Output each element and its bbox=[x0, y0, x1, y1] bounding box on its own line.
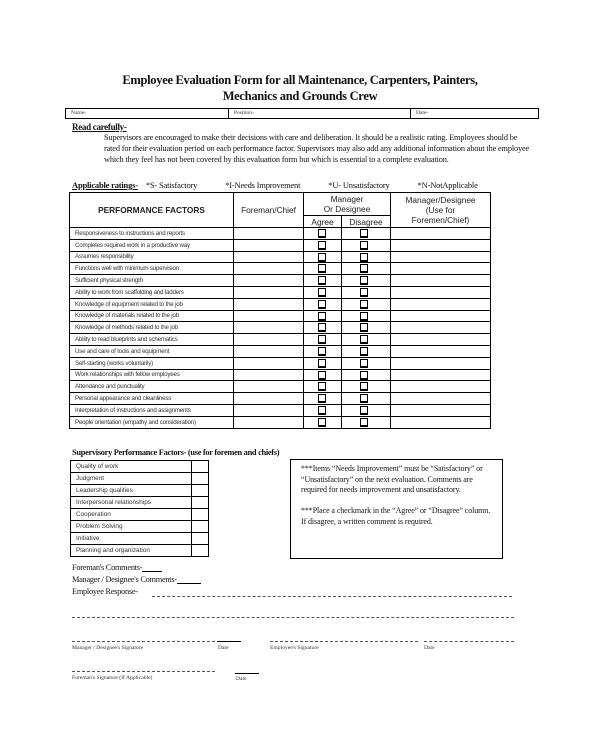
disagree-checkbox[interactable] bbox=[360, 276, 368, 285]
manager-rating-cell[interactable] bbox=[391, 381, 491, 393]
foreman-rating-cell[interactable] bbox=[234, 286, 304, 298]
title-line-1: Employee Evaluation Form for all Maintenance, Carpenters, Painters, bbox=[122, 73, 478, 87]
factor-label: Interpretation of instructions and assignments bbox=[70, 404, 234, 416]
manager-rating-cell[interactable] bbox=[391, 286, 491, 298]
table-row bbox=[70, 334, 491, 346]
form-title bbox=[0, 72, 600, 104]
ratings-legend bbox=[72, 180, 542, 190]
table-row bbox=[71, 521, 209, 533]
disagree-checkbox[interactable] bbox=[360, 394, 368, 403]
disagree-checkbox[interactable] bbox=[360, 359, 368, 368]
supervisory-factor-label: Planning and organization bbox=[71, 545, 192, 557]
foreman-rating-cell[interactable] bbox=[234, 251, 304, 263]
table-row bbox=[70, 228, 491, 240]
foreman-rating-cell[interactable] bbox=[234, 263, 304, 275]
supervisory-factor-label: Problem Solving bbox=[71, 521, 192, 533]
manager-rating-cell[interactable] bbox=[391, 275, 491, 287]
employee-response-line[interactable] bbox=[72, 587, 138, 596]
manager-signature-label: Manager / Designee's Signature bbox=[72, 645, 144, 651]
supervisory-factor-label: Leadership qualities bbox=[71, 485, 192, 497]
supervisory-rating-cell[interactable] bbox=[192, 509, 209, 521]
agree-checkbox[interactable] bbox=[318, 335, 326, 344]
supervisory-factor-label: Judgment bbox=[71, 473, 192, 485]
foreman-rating-cell[interactable] bbox=[234, 357, 304, 369]
date-label-3: Date bbox=[236, 676, 247, 682]
title-line-2: Mechanics and Grounds Crew bbox=[222, 89, 378, 103]
md-header-line1: Manager/Designee bbox=[405, 195, 476, 205]
disagree-checkbox[interactable] bbox=[360, 312, 368, 321]
agree-checkbox[interactable] bbox=[318, 394, 326, 403]
factor-label: Assumes responsibility bbox=[70, 251, 234, 263]
foreman-rating-cell[interactable] bbox=[234, 381, 304, 393]
manager-rating-cell[interactable] bbox=[391, 345, 491, 357]
note-needs-improvement: ***Items “Needs Improvement” must be “Satisfactory” or “Unsatisfactory” on the next evaluation. Comments are required for needs improvement and unsatisfactory. bbox=[301, 464, 483, 495]
disagree-checkbox[interactable] bbox=[360, 241, 368, 250]
foreman-comments-line[interactable] bbox=[72, 563, 162, 572]
supervisory-rating-cell[interactable] bbox=[192, 473, 209, 485]
name-label: Name- bbox=[71, 110, 86, 116]
manager-rating-cell[interactable] bbox=[391, 251, 491, 263]
foreman-rating-cell[interactable] bbox=[234, 404, 304, 416]
disagree-checkbox[interactable] bbox=[360, 406, 368, 415]
disagree-checkbox[interactable] bbox=[360, 288, 368, 297]
agree-checkbox[interactable] bbox=[318, 312, 326, 321]
foreman-rating-cell[interactable] bbox=[234, 369, 304, 381]
manager-signature-field[interactable] bbox=[72, 641, 215, 642]
date-label-2: Date bbox=[424, 645, 435, 651]
table-row bbox=[71, 485, 209, 497]
manager-rating-cell[interactable] bbox=[391, 310, 491, 322]
disagree-checkbox[interactable] bbox=[360, 300, 368, 309]
manager-foremen-header bbox=[391, 193, 491, 228]
table-row bbox=[70, 298, 491, 310]
factor-label: Attendance and punctuality bbox=[70, 381, 234, 393]
table-row bbox=[71, 545, 209, 557]
foreman-signature-label: Foreman's Signature (If Applicable) bbox=[72, 675, 153, 681]
performance-table bbox=[69, 192, 491, 429]
supervisory-factor-label: Interpersonal relationships bbox=[71, 497, 192, 509]
supervisory-rating-cell[interactable] bbox=[192, 461, 209, 473]
rating-unsatisfactory: *U- Unsatisfactory bbox=[328, 180, 390, 190]
disagree-checkbox[interactable] bbox=[360, 371, 368, 380]
agree-checkbox[interactable] bbox=[318, 300, 326, 309]
manager-rating-cell[interactable] bbox=[391, 239, 491, 251]
manager-header-line1: Manager bbox=[330, 194, 364, 204]
agree-checkbox[interactable] bbox=[318, 347, 326, 356]
foreman-comments-label: Foreman's Comments- bbox=[72, 563, 143, 572]
disagree-checkbox[interactable] bbox=[360, 323, 368, 332]
employee-response-field-2[interactable] bbox=[72, 617, 514, 618]
date-label-1: Date bbox=[218, 645, 229, 651]
manager-rating-cell[interactable] bbox=[391, 357, 491, 369]
supervisory-factor-label: Cooperation bbox=[71, 509, 192, 521]
ratings-label: Applicable ratings- bbox=[72, 180, 138, 190]
disagree-header: Disagree bbox=[342, 216, 391, 228]
notes-box bbox=[290, 459, 503, 559]
supervisory-factor-label: Quality of work bbox=[71, 461, 192, 473]
foreman-rating-cell[interactable] bbox=[234, 416, 304, 428]
agree-checkbox[interactable] bbox=[318, 382, 326, 391]
disagree-checkbox[interactable] bbox=[360, 418, 368, 427]
supervisory-rating-cell[interactable] bbox=[192, 545, 209, 557]
agree-checkbox[interactable] bbox=[318, 323, 326, 332]
table-row bbox=[71, 533, 209, 545]
md-header-line2: (Use for bbox=[425, 205, 456, 215]
manager-rating-cell[interactable] bbox=[391, 263, 491, 275]
table-row bbox=[71, 473, 209, 485]
manager-date-field[interactable] bbox=[217, 641, 241, 642]
table-row bbox=[70, 239, 491, 251]
manager-rating-cell[interactable] bbox=[391, 369, 491, 381]
employee-info-row bbox=[65, 108, 539, 119]
manager-rating-cell[interactable] bbox=[391, 393, 491, 405]
supervisory-factor-label: Initiative bbox=[71, 533, 192, 545]
foreman-rating-cell[interactable] bbox=[234, 334, 304, 346]
table-row bbox=[70, 393, 491, 405]
disagree-checkbox[interactable] bbox=[360, 229, 368, 238]
employee-response-label: Employee Response- bbox=[72, 587, 138, 596]
agree-checkbox[interactable] bbox=[318, 241, 326, 250]
rating-not-applicable: *N-NotApplicable bbox=[417, 180, 478, 190]
foreman-signature-field[interactable] bbox=[72, 671, 215, 672]
table-row bbox=[70, 404, 491, 416]
factor-label: Self-starting (works voluntarily) bbox=[70, 357, 234, 369]
manager-comments-label: Manager / Designee's Comments- bbox=[72, 575, 177, 584]
table-row bbox=[70, 263, 491, 275]
supervisory-rating-cell[interactable] bbox=[192, 521, 209, 533]
disagree-checkbox[interactable] bbox=[360, 264, 368, 273]
foreman-rating-cell[interactable] bbox=[234, 239, 304, 251]
factor-label: Sufficient physical strength bbox=[70, 275, 234, 287]
agree-checkbox[interactable] bbox=[318, 288, 326, 297]
instructions-body: Supervisors are encouraged to make their decisions with care and deliberation. It should be a realistic rating. Employees should be rated for their evaluation period on each performance factor. Supervisors may also add any additional information about the employee which they feel has not been covered by this evaluation form but which is essential to a complete evaluation. bbox=[104, 133, 530, 164]
factor-label: Ability to work from scaffolding and ladders bbox=[70, 286, 234, 298]
manager-rating-cell[interactable] bbox=[391, 322, 491, 334]
employee-signature-label: Employee's Signature bbox=[270, 645, 319, 651]
factor-label: Work relationships with fellow employees bbox=[70, 369, 234, 381]
supervisory-rating-cell[interactable] bbox=[192, 533, 209, 545]
table-row bbox=[70, 416, 491, 428]
table-row bbox=[70, 369, 491, 381]
manager-rating-cell[interactable] bbox=[391, 404, 491, 416]
foreman-rating-cell[interactable] bbox=[234, 393, 304, 405]
agree-checkbox[interactable] bbox=[318, 418, 326, 427]
factor-label: Use and care of tools and equipment bbox=[70, 345, 234, 357]
supervisory-rating-cell[interactable] bbox=[192, 485, 209, 497]
supervisory-table bbox=[70, 460, 209, 557]
md-header-line3: Foremen/Chief) bbox=[411, 215, 470, 225]
factor-label: Completes required work in a productive way bbox=[70, 239, 234, 251]
agree-checkbox[interactable] bbox=[318, 229, 326, 238]
agree-checkbox[interactable] bbox=[318, 371, 326, 380]
table-row bbox=[70, 275, 491, 287]
rating-satisfactory: *S- Satisfactory bbox=[145, 180, 198, 190]
manager-rating-cell[interactable] bbox=[391, 298, 491, 310]
disagree-checkbox[interactable] bbox=[360, 335, 368, 344]
factor-label: Ability to read blueprints and schematics bbox=[70, 334, 234, 346]
supervisory-heading: Supervisory Performance Factors- (use for foremen and chiefs) bbox=[72, 448, 280, 457]
foreman-rating-cell[interactable] bbox=[234, 345, 304, 357]
manager-rating-cell[interactable] bbox=[391, 228, 491, 240]
table-row bbox=[70, 357, 491, 369]
foreman-rating-cell[interactable] bbox=[234, 298, 304, 310]
instructions-heading: Read carefully- bbox=[72, 122, 127, 132]
table-row bbox=[70, 381, 491, 393]
agree-checkbox[interactable] bbox=[318, 359, 326, 368]
performance-factors-header: PERFORMANCE FACTORS bbox=[70, 193, 234, 228]
factor-label: Knowledge of materials related to the job bbox=[70, 310, 234, 322]
table-row bbox=[71, 461, 209, 473]
agree-checkbox[interactable] bbox=[318, 406, 326, 415]
agree-checkbox[interactable] bbox=[318, 276, 326, 285]
position-field[interactable] bbox=[229, 109, 411, 118]
table-row bbox=[70, 251, 491, 263]
foreman-chief-header: Foreman/Chief bbox=[234, 193, 304, 228]
agree-checkbox[interactable] bbox=[318, 264, 326, 273]
date-label: Date- bbox=[416, 110, 429, 116]
factor-label: Functions well with minimum supervision bbox=[70, 263, 234, 275]
manager-rating-cell[interactable] bbox=[391, 334, 491, 346]
manager-comments-field[interactable] bbox=[177, 583, 201, 584]
table-row bbox=[71, 497, 209, 509]
foreman-rating-cell[interactable] bbox=[234, 322, 304, 334]
employee-response-field[interactable] bbox=[152, 596, 512, 597]
factor-label: Personal appearance and cleanliness bbox=[70, 393, 234, 405]
disagree-checkbox[interactable] bbox=[360, 382, 368, 391]
table-row bbox=[71, 509, 209, 521]
table-row bbox=[70, 310, 491, 322]
manager-header-line2: Or Designee bbox=[323, 204, 371, 214]
foreman-rating-cell[interactable] bbox=[234, 310, 304, 322]
date-field[interactable] bbox=[411, 109, 538, 118]
foreman-rating-cell[interactable] bbox=[234, 228, 304, 240]
factor-label: Knowledge of methods related to the job bbox=[70, 322, 234, 334]
foreman-rating-cell[interactable] bbox=[234, 275, 304, 287]
supervisory-rating-cell[interactable] bbox=[192, 497, 209, 509]
table-row bbox=[70, 322, 491, 334]
manager-rating-cell[interactable] bbox=[391, 416, 491, 428]
factor-label: Knowledge of equipment related to the job bbox=[70, 298, 234, 310]
disagree-checkbox[interactable] bbox=[360, 347, 368, 356]
employee-date-field[interactable] bbox=[424, 641, 514, 642]
foreman-comments-field[interactable] bbox=[142, 571, 162, 572]
table-row bbox=[70, 286, 491, 298]
agree-header: Agree bbox=[304, 216, 342, 228]
table-row bbox=[70, 345, 491, 357]
factor-label: People orientation (empathy and consideration) bbox=[70, 416, 234, 428]
agree-checkbox[interactable] bbox=[318, 253, 326, 262]
disagree-checkbox[interactable] bbox=[360, 253, 368, 262]
note-checkmark: ***Place a checkmark in the “Agree” or “Disagree” column. If disagree, a written comment is required. bbox=[301, 506, 491, 526]
name-field[interactable] bbox=[66, 109, 229, 118]
employee-signature-field[interactable] bbox=[270, 641, 418, 642]
factor-label: Responsiveness to instructions and reports bbox=[70, 228, 234, 240]
manager-designee-header bbox=[304, 193, 391, 216]
rating-needs-improvement: *I-Needs Improvement bbox=[225, 180, 301, 190]
position-label: Position- bbox=[234, 110, 254, 116]
foreman-date-field[interactable] bbox=[235, 673, 259, 674]
manager-comments-line[interactable] bbox=[72, 575, 201, 584]
